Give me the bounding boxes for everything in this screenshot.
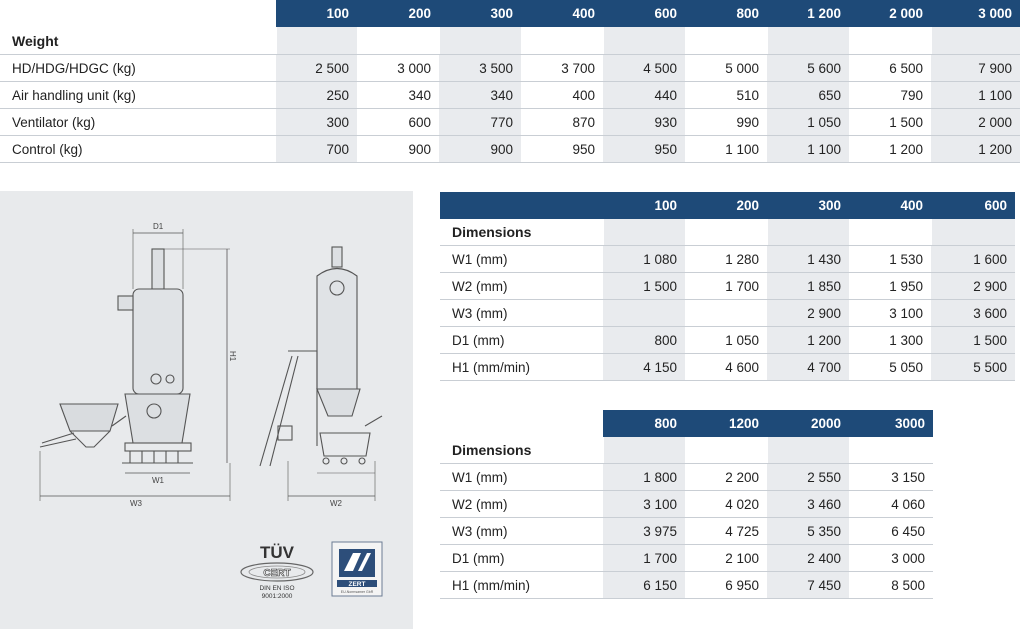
cell: 1 050: [767, 109, 849, 136]
cell: 1 600: [931, 246, 1015, 273]
col-header: 3 000: [931, 0, 1020, 27]
cell: 5 350: [767, 518, 849, 545]
cell: [603, 300, 685, 327]
cell: 3 100: [849, 300, 931, 327]
cell: 6 950: [685, 572, 767, 599]
tuv-cert-text: CERT: [263, 568, 291, 579]
cell: 1 850: [767, 273, 849, 300]
table-row: [440, 246, 1015, 273]
cell: 900: [439, 136, 521, 163]
cell: 700: [276, 136, 357, 163]
cell: 2 100: [685, 545, 767, 572]
cell: 5 050: [849, 354, 931, 381]
table-row: [440, 300, 1015, 327]
cell: 4 500: [603, 55, 685, 82]
fluid-bed-dryer-drawing: [30, 211, 390, 511]
table-row: [0, 136, 1020, 163]
col-header: 100: [276, 0, 357, 27]
dimensions-table-small: [440, 192, 1015, 381]
h1-label: H1: [228, 351, 237, 362]
section-label: Weight: [0, 27, 276, 55]
cell: 3 700: [521, 55, 603, 82]
dim2-header-row: [440, 410, 933, 437]
cell: 4 150: [603, 354, 685, 381]
zert-logo: [331, 541, 383, 597]
cell: 340: [357, 82, 439, 109]
cell: 1 100: [931, 82, 1020, 109]
cell: 2 900: [931, 273, 1015, 300]
cell: 2 400: [767, 545, 849, 572]
cell: 1 500: [849, 109, 931, 136]
col-header: 400: [521, 0, 603, 27]
cell: 1 700: [685, 273, 767, 300]
dim1-section-row: [440, 219, 1015, 246]
cell: 4 020: [685, 491, 767, 518]
table-row: [440, 354, 1015, 381]
cell: 6 150: [603, 572, 685, 599]
cell: 1 200: [931, 136, 1020, 163]
row-label: W1 (mm): [440, 246, 603, 273]
cell: 1 430: [767, 246, 849, 273]
cell: 1 100: [767, 136, 849, 163]
cell: 990: [685, 109, 767, 136]
cell: 7 450: [767, 572, 849, 599]
row-label: D1 (mm): [440, 327, 603, 354]
cell: 250: [276, 82, 357, 109]
cell: 1 530: [849, 246, 931, 273]
cell: 1 700: [603, 545, 685, 572]
row-label: H1 (mm/min): [440, 572, 603, 599]
dim1-header-row: [440, 192, 1015, 219]
cell: 790: [849, 82, 931, 109]
table-row: [0, 109, 1020, 136]
col-header: 2000: [767, 410, 849, 437]
table-row: [440, 518, 933, 545]
cell: 8 500: [849, 572, 933, 599]
weight-section-row: [0, 27, 1020, 55]
cell: 5 000: [685, 55, 767, 82]
cell: 3 975: [603, 518, 685, 545]
cell: 5 600: [767, 55, 849, 82]
table-row: [440, 273, 1015, 300]
front-view: [40, 229, 230, 501]
cell: 1 080: [603, 246, 685, 273]
side-view: [260, 247, 382, 501]
weight-table: [0, 0, 1020, 163]
col-header: 300: [439, 0, 521, 27]
cell: 440: [603, 82, 685, 109]
cell: 6 500: [849, 55, 931, 82]
col-header: 200: [357, 0, 439, 27]
table-row: [0, 55, 1020, 82]
zert-sub: EU-Normsamer GbR: [340, 590, 374, 594]
row-label: HD/HDG/HDGC (kg): [0, 55, 276, 82]
cell: 1 500: [603, 273, 685, 300]
dimensions-table-large: [440, 410, 933, 599]
cell: 650: [767, 82, 849, 109]
cell: 1 100: [685, 136, 767, 163]
col-header: 300: [767, 192, 849, 219]
col-header: 1200: [685, 410, 767, 437]
cell: 3 150: [849, 464, 933, 491]
row-label: Ventilator (kg): [0, 109, 276, 136]
dim2-section-row: [440, 437, 933, 464]
w3-label: W3: [130, 499, 142, 508]
cell: 1 050: [685, 327, 767, 354]
cell: 340: [439, 82, 521, 109]
cell: 950: [603, 136, 685, 163]
cell: 3 460: [767, 491, 849, 518]
weight-header-row: [0, 0, 1020, 27]
row-label: W1 (mm): [440, 464, 603, 491]
cell: 870: [521, 109, 603, 136]
cell: 1 300: [849, 327, 931, 354]
cell: 2 900: [767, 300, 849, 327]
cell: 900: [357, 136, 439, 163]
row-label: D1 (mm): [440, 545, 603, 572]
cell: 1 500: [931, 327, 1015, 354]
table-row: [440, 491, 933, 518]
tuv-name: TÜV: [260, 543, 294, 562]
cell: [685, 300, 767, 327]
row-label: W3 (mm): [440, 300, 603, 327]
section-label: Dimensions: [440, 437, 603, 464]
cell: 1 200: [767, 327, 849, 354]
col-header: 3000: [849, 410, 933, 437]
row-label: W3 (mm): [440, 518, 603, 545]
w1-label: W1: [152, 476, 164, 485]
zert-name: ZERT: [348, 581, 366, 588]
cell: 6 450: [849, 518, 933, 545]
cell: 4 700: [767, 354, 849, 381]
col-header: 400: [849, 192, 931, 219]
col-header: 800: [603, 410, 685, 437]
table-row: [440, 327, 1015, 354]
cell: 600: [357, 109, 439, 136]
cell: 3 000: [357, 55, 439, 82]
cell: 1 950: [849, 273, 931, 300]
tuv-num-line: 9001:2000: [261, 593, 293, 600]
cell: 930: [603, 109, 685, 136]
cell: 2 000: [931, 109, 1020, 136]
section-label: Dimensions: [440, 219, 603, 246]
cell: 1 800: [603, 464, 685, 491]
col-header: 800: [685, 0, 767, 27]
cell: 5 500: [931, 354, 1015, 381]
table-row: [0, 82, 1020, 109]
row-label: Control (kg): [0, 136, 276, 163]
cell: 770: [439, 109, 521, 136]
cell: 4 725: [685, 518, 767, 545]
tuv-standard: [238, 585, 316, 601]
row-label: H1 (mm/min): [440, 354, 603, 381]
header-blank: [0, 0, 276, 27]
header-blank: [440, 192, 603, 219]
cell: 3 500: [439, 55, 521, 82]
cell: 1 200: [849, 136, 931, 163]
cell: 800: [603, 327, 685, 354]
col-header: 100: [603, 192, 685, 219]
row-label: W2 (mm): [440, 273, 603, 300]
cell: 3 100: [603, 491, 685, 518]
col-header: 600: [603, 0, 685, 27]
d1-label: D1: [153, 222, 164, 231]
cell: 510: [685, 82, 767, 109]
cell: 2 550: [767, 464, 849, 491]
cell: 400: [521, 82, 603, 109]
cell: 3 000: [849, 545, 933, 572]
cell: 2 200: [685, 464, 767, 491]
col-header: 2 000: [849, 0, 931, 27]
row-label: W2 (mm): [440, 491, 603, 518]
tuv-std-line: DIN EN ISO: [259, 585, 295, 592]
cell: 2 500: [276, 55, 357, 82]
table-row: [440, 545, 933, 572]
table-row: [440, 572, 933, 599]
header-blank: [440, 410, 603, 437]
cell: 950: [521, 136, 603, 163]
col-header: 600: [931, 192, 1015, 219]
cell: 300: [276, 109, 357, 136]
row-label: Air handling unit (kg): [0, 82, 276, 109]
w2-label: W2: [330, 499, 342, 508]
col-header: 1 200: [767, 0, 849, 27]
cell: 7 900: [931, 55, 1020, 82]
table-row: [440, 464, 933, 491]
cell: 4 600: [685, 354, 767, 381]
cell: 1 280: [685, 246, 767, 273]
cell: 3 600: [931, 300, 1015, 327]
cell: 4 060: [849, 491, 933, 518]
col-header: 200: [685, 192, 767, 219]
